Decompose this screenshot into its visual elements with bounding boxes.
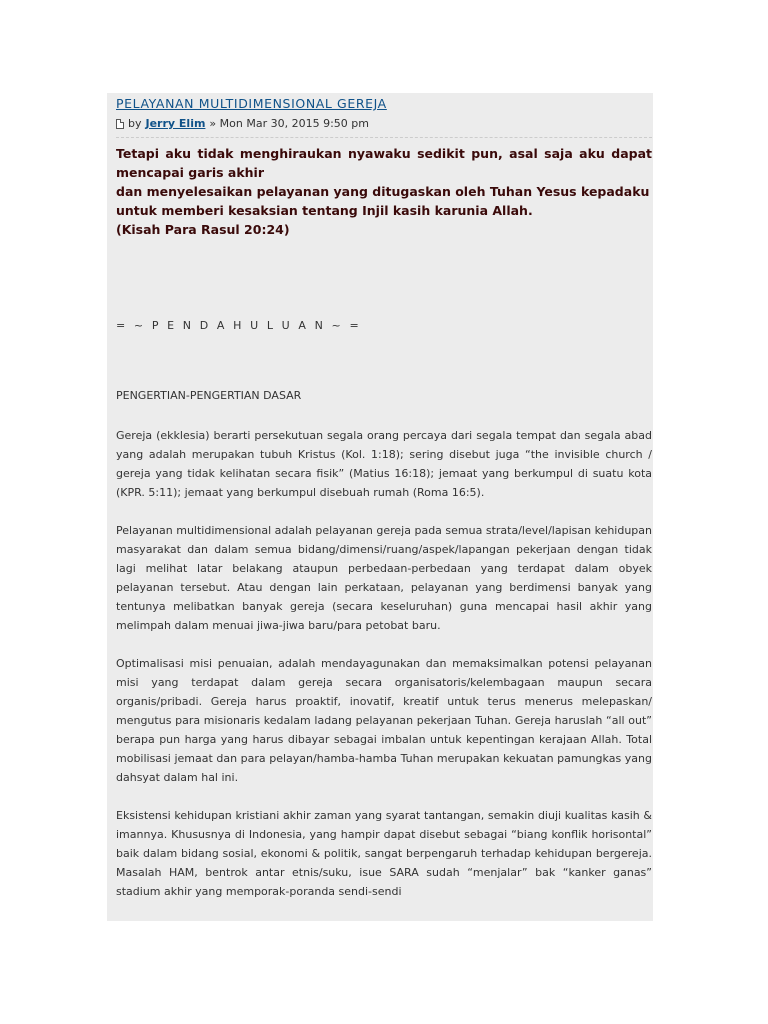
quote-line-1: Tetapi aku tidak menghiraukan nyawaku sedikit pun, asal saja aku dapat mencapai garis akhir <box>116 146 652 180</box>
quote-reference: (Kisah Para Rasul 20:24) <box>116 222 290 237</box>
forum-post <box>107 93 653 921</box>
post-divider <box>116 137 652 138</box>
subsection-title: PENGERTIAN-PENGERTIAN DASAR <box>116 389 302 402</box>
post-date: » Mon Mar 30, 2015 9:50 pm <box>209 117 369 130</box>
post-title-link[interactable]: PELAYANAN MULTIDIMENSIONAL GEREJA <box>116 96 387 111</box>
byline-by-label: by <box>128 117 142 130</box>
post-byline <box>116 117 652 131</box>
quote-line-2: dan menyelesaikan pelayanan yang ditugaskan oleh Tuhan Yesus kepadaku <box>116 184 650 199</box>
paragraph-optimalisasi-misi: Optimalisasi misi penuaian, adalah mendayagunakan dan memaksimalkan potensi pelayanan misi yang terdapat dalam gereja secara organisatoris/kelembagaan maupun secara organis/pribadi. Gereja harus proaktif, inovatif, kreatif untuk terus menerus melepaskan/ mengutus para misionaris kedalam ladang pelayanan pekerjaan Tuhan. Gereja haruslah “all out” berapa pun harga yang harus dibayar sebagai imbalan untuk kepentingan kerajaan Allah. Total mobilisasi jemaat dan para pelayan/hamba-hamba Tuhan merupakan kekuatan pamungkas yang dahsyat dalam hal ini. <box>116 657 652 784</box>
paragraph-gereja: Gereja (ekklesia) berarti persekutuan segala orang percaya dari segala tempat dan segala abad yang adalah merupakan tubuh Kristus (Kol. 1:18); sering disebut juga “the invisible church / gereja yang tidak kelihatan secara fisik” (Matius 16:18); jemaat yang berkumpul di suatu kota (KPR. 5:11); jemaat yang berkumpul disebuah rumah (Roma 16:5). <box>116 429 652 499</box>
bible-quote <box>116 144 652 239</box>
post-content <box>107 93 652 901</box>
post-document-icon[interactable] <box>116 119 124 129</box>
author-link[interactable]: Jerry Elim <box>145 117 206 130</box>
paragraph-eksistensi-kehidupan: Eksistensi kehidupan kristiani akhir zaman yang syarat tantangan, semakin diuji kualitas kasih & imannya. Khususnya di Indonesia, yang hampir dapat disebut sebagai “biang konflik horisontal” baik dalam bidang sosial, ekonomi & politik, sangat berpengaruh terhadap kehidupan bergereja. Masalah HAM, bentrok antar etnis/suku, isue SARA sudah “menjalar” bak “kanker ganas” stadium akhir yang memporak-poranda sendi-sendi <box>116 809 652 898</box>
quote-line-3: untuk memberi kesaksian tentang Injil kasih karunia Allah. <box>116 203 533 218</box>
paragraph-pelayanan-multidimensional: Pelayanan multidimensional adalah pelayanan gereja pada semua strata/level/lapisan kehidupan masyarakat dan dalam semua bidang/dimensi/ruang/aspek/lapangan pekerjaan dengan tidak lagi melihat latar belakang ataupun perbedaan-perbedaan yang terdapat dalam obyek pelayanan tersebut. Atau dengan lain perkataan, pelayanan yang berdimensi banyak yang tentunya melibatkan banyak gereja (secara keseluruhan) guna mencapai hasil akhir yang melimpah dalam menuai jiwa-jiwa baru/para petobat baru. <box>116 524 652 632</box>
section-heading: = ~ P E N D A H U L U A N ~ = <box>116 319 362 332</box>
